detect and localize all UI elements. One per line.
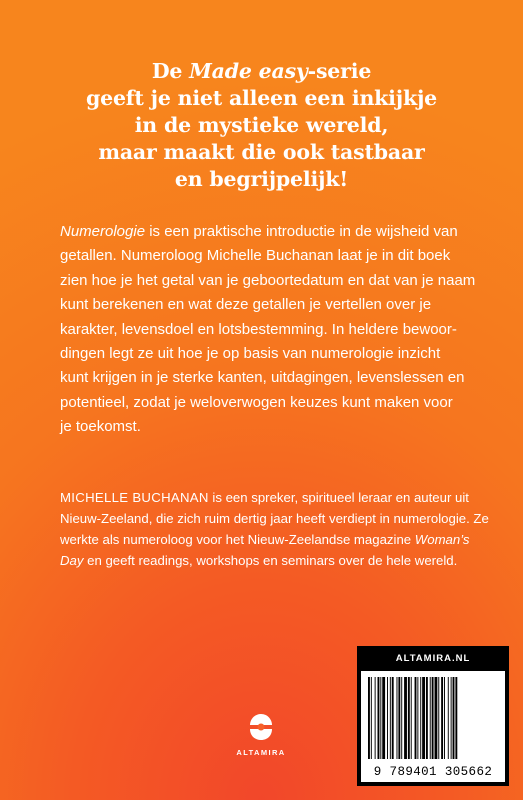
barcode-bar: [441, 677, 443, 759]
barcode-bar: [453, 677, 455, 759]
barcode: [361, 671, 505, 782]
isbn-number: 9 789401 305662: [373, 765, 493, 779]
barcode-bar: [397, 677, 398, 759]
barcode-bar: [408, 677, 410, 759]
barcode-bar: [422, 677, 425, 759]
barcode-bar: [455, 677, 457, 759]
barcode-bar: [415, 677, 417, 759]
barcode-bars: [367, 677, 499, 759]
barcode-bar: [380, 677, 381, 759]
barcode-bar: [392, 677, 394, 759]
publisher-name: ALTAMIRA: [236, 748, 286, 757]
tagline-line-4: maar maakt die ook tastbaar: [98, 140, 425, 164]
barcode-bar: [404, 677, 407, 759]
tagline-line-3: in de mystieke wereld,: [134, 113, 389, 137]
barcode-bar: [375, 677, 376, 759]
barcode-bar: [411, 677, 412, 759]
book-description: Numerologie is een praktische introductie in de wijsheid van getallen. Numeroloog Michelle Buchanan laat je in dit boek zien hoe je het getal van je geboortedatum en dat van je naam kunt berekenen en wat deze getallen je vertellen over je karakter, levensdoel en lotsbestemming. In heldere bewoor- dingen legt ze uit hoe je op basis van numerologie inzicht kunt krijgen in je sterke kanten, uitdagingen, levenslessen en potentieel, zodat je weloverwogen keuzes kunt maken voor je toekomst.: [60, 223, 476, 436]
barcode-bar: [451, 677, 452, 759]
barcode-bar: [448, 677, 449, 759]
barcode-bar: [371, 677, 372, 759]
tagline-line-2: geeft je niet alleen een inkijkje: [85, 86, 438, 110]
publisher-url: ALTAMIRA.NL: [395, 653, 471, 664]
tagline: [0, 58, 523, 193]
barcode-bar: [420, 677, 421, 759]
author-name: MICHELLE BUCHANAN: [60, 490, 209, 505]
barcode-bar: [438, 677, 439, 759]
barcode-bar: [387, 677, 388, 759]
barcode-panel: [357, 646, 509, 786]
book-title: Numerologie: [60, 223, 146, 240]
tagline-line-5: en begrijpelijk!: [174, 167, 349, 191]
author-bio: MICHELLE BUCHANAN is een spreker, spiritueel leraar en auteur uit Nieuw-Zeeland, die zich ruim dertig jaar heeft verdiept in numerologie. Ze werkte als numeroloog voor het Nieuw-Zeelandse magazine Woman’s Day en geeft readings, workshops en seminars over de hele wereld.: [60, 490, 489, 568]
barcode-bar: [401, 677, 402, 759]
barcode-bar: [432, 677, 434, 759]
publisher-logo: [231, 710, 291, 770]
tagline-line-1: De Made easy-serie: [151, 59, 372, 83]
barcode-bar: [390, 677, 391, 759]
barcode-bar: [398, 677, 400, 759]
barcode-bar: [444, 677, 445, 759]
barcode-bar: [417, 677, 418, 759]
barcode-bar: [368, 677, 370, 759]
barcode-bar: [426, 677, 428, 759]
barcode-bar: [378, 677, 380, 759]
altamira-mark-icon: [248, 712, 274, 742]
barcode-bar: [435, 677, 438, 759]
barcode-bar: [430, 677, 431, 759]
barcode-bar: [382, 677, 385, 759]
